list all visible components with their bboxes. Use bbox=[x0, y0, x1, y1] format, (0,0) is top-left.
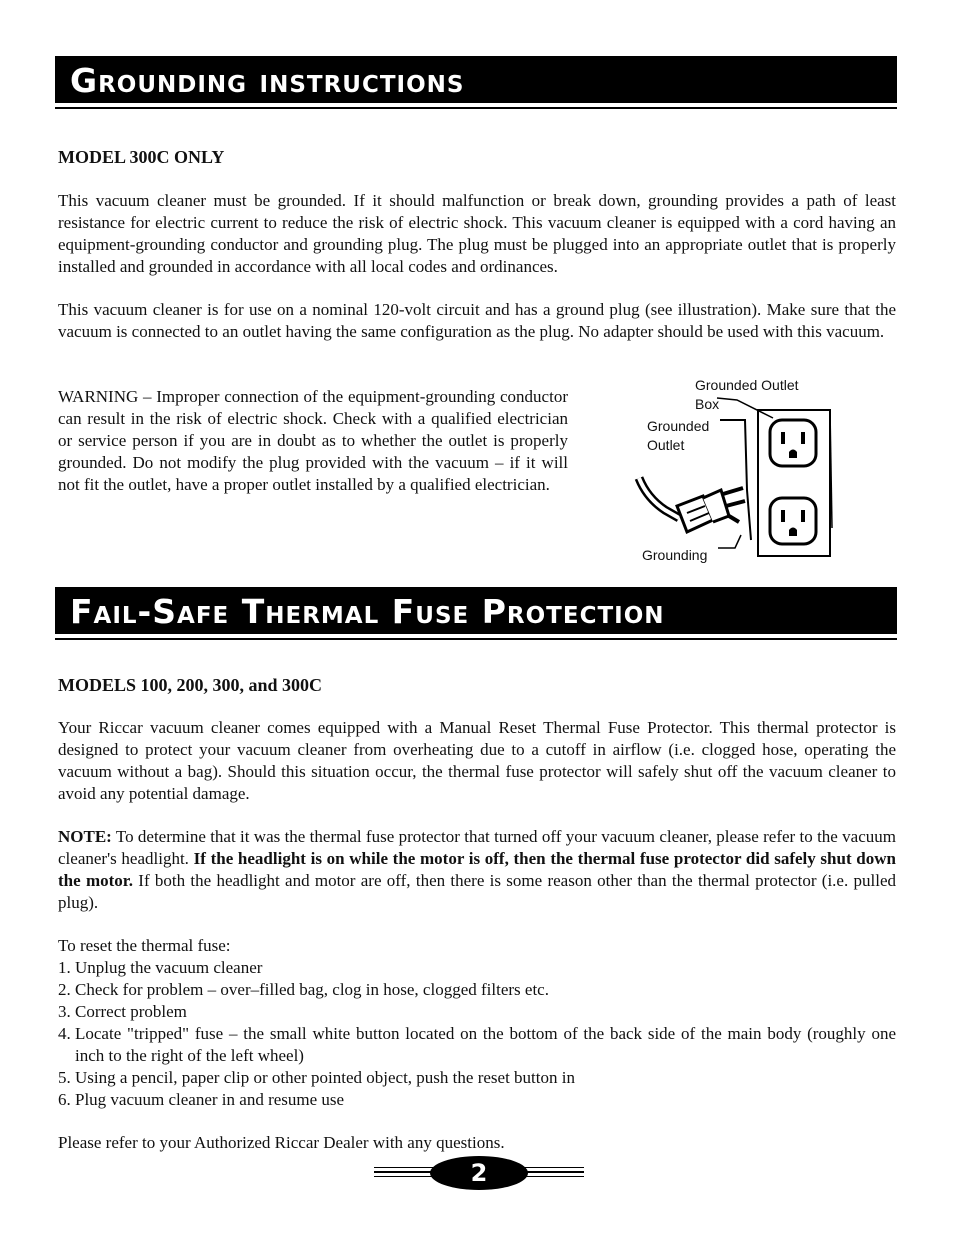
grounding-paragraph-2: This vacuum cleaner is for use on a nominal 120-volt circuit and has a ground plug (see illustration). Make sure that the vacuum is connected to an outlet having the same configuration as the plug. No adapter should be used with this vacuum. bbox=[58, 300, 896, 341]
list-item: 4. Locate "tripped" fuse – the small white button located on the bottom of the back side of the main body (roughly one inch to the right of the left wheel) bbox=[58, 1024, 896, 1065]
list-item: 6. Plug vacuum cleaner in and resume use bbox=[58, 1090, 345, 1109]
note-text-2: If both the headlight and motor are off, then there is some reason other than the thermal protector (i.e. pulled plug). bbox=[58, 871, 897, 912]
grounding-title-text: Grounding instructions bbox=[70, 61, 465, 100]
fuse-note bbox=[58, 826, 896, 914]
label-grounding: Grounding bbox=[642, 547, 708, 563]
grounding-section-title bbox=[55, 56, 897, 103]
label-grounded-outlet: Grounded Outlet bbox=[647, 418, 710, 453]
label-grounded-outlet-box: Grounded Outlet Box bbox=[695, 377, 799, 412]
list-item: 2. Check for problem – over–filled bag, clog in hose, clogged filters etc. bbox=[58, 980, 549, 999]
closing-note: Please refer to your Authorized Riccar Dealer with any questions. bbox=[58, 1133, 505, 1152]
fuse-subheading: MODELS 100, 200, 300, and 300C bbox=[58, 675, 323, 695]
list-item: 3. Correct problem bbox=[58, 1002, 187, 1021]
reset-steps-list bbox=[58, 957, 896, 1111]
fuse-title-text: Fail-Safe Thermal Fuse Protection bbox=[70, 592, 665, 631]
note-bold-text: If the headlight is on while the motor is off, then the thermal fuse protector did safely shut down the motor. bbox=[58, 849, 896, 890]
list-item: 5. Using a pencil, paper clip or other pointed object, push the reset button in bbox=[58, 1068, 575, 1087]
note-label: NOTE: bbox=[58, 827, 112, 846]
grounding-warning: WARNING – Improper connection of the equipment-grounding conductor can result in the risk of electric shock. Check with a qualified electrician or service person if you are in doubt as to whether the outlet is properly grounded. Do not modify the plug provided with the vacuum – if it will not fit the outlet, have a proper outlet installed by a qualified electrician. bbox=[58, 387, 568, 494]
reset-intro: To reset the thermal fuse: bbox=[58, 936, 231, 955]
page-number: 2 bbox=[470, 1159, 488, 1187]
page-number-badge bbox=[374, 1155, 584, 1191]
lower-receptacle bbox=[770, 498, 816, 544]
upper-receptacle bbox=[770, 420, 816, 466]
list-item: 1. Unplug the vacuum cleaner bbox=[58, 958, 263, 977]
grounding-subheading: MODEL 300C ONLY bbox=[58, 147, 225, 167]
fuse-paragraph-1: Your Riccar vacuum cleaner comes equipped with a Manual Reset Thermal Fuse Protector. This thermal protector is designed to protect your vacuum cleaner from overheating due to a cutoff in airflow (i.e. clogged hose, operating the vacuum without a bag). Should this situation occur, the thermal fuse protector will safely shut off the vacuum cleaner to avoid any potential damage. bbox=[58, 718, 896, 803]
fuse-section-title bbox=[55, 587, 897, 634]
grounding-paragraph-1: This vacuum cleaner must be grounded. If it should malfunction or break down, grounding provides a path of least resistance for electric current to reduce the risk of electric shock. This vacuum cleaner is equipped with a cord having an equipment-grounding conductor and grounding plug. The plug must be plugged into an appropriate outlet that is properly installed and grounded in accordance with all local codes and ordinances. bbox=[58, 191, 896, 276]
grounding-title-rule bbox=[55, 107, 897, 109]
fuse-title-rule bbox=[55, 638, 897, 640]
note-text-1: To determine that it was the thermal fuse protector that turned off your vacuum cleaner, please refer to the vacuum cleaner's headlight. bbox=[58, 827, 896, 868]
